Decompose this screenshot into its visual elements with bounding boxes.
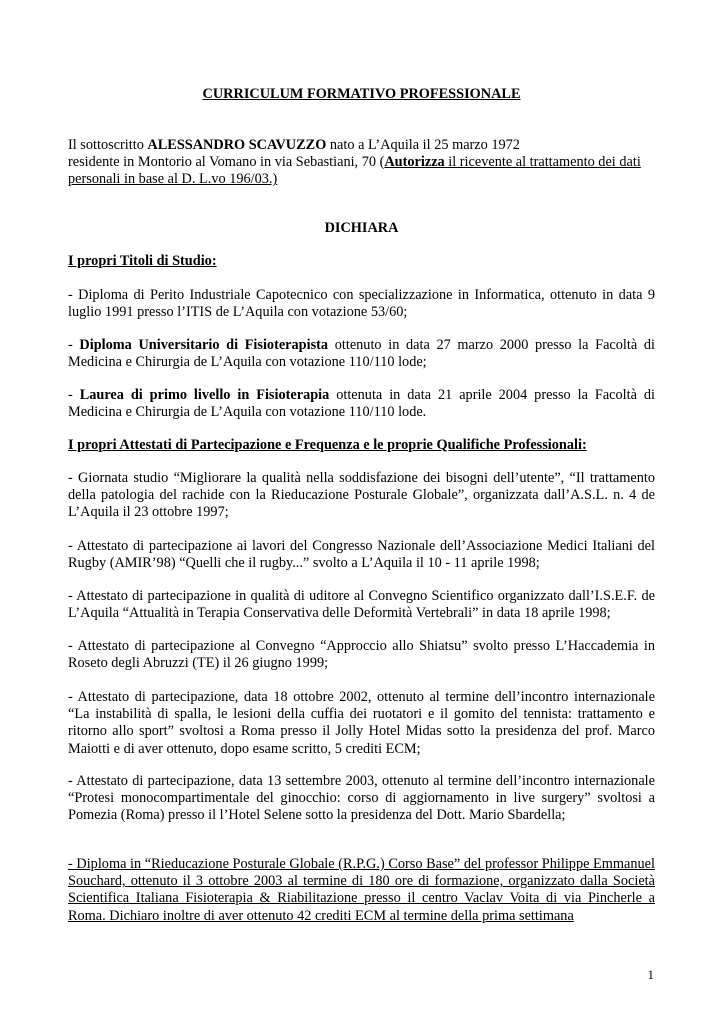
page-number: 1 (647, 967, 654, 982)
study-item-prefix: - (68, 387, 80, 403)
study-item-prefix: - (68, 337, 80, 353)
study-item (68, 387, 655, 421)
certificate-item: - Giornata studio “Migliorare la qualità nella soddisfazione dei bisogni dell’utente”, “Il trattamento della patologia del rachide con la Rieducazione Posturale Globale”, organizzata dall’A.S.L. n. 4 de L’Aquila il 23 ottobre 1997; (68, 470, 655, 521)
section-certificates-heading-text: I propri Attestati di Partecipazione e Frequenza e le proprie Qualifiche Professionali (68, 437, 582, 453)
certificate-item: - Diploma in “Rieducazione Posturale Globale (R.P.G.) Corso Base” del professor Philippe Emmanuel Souchard, ottenuto il 3 ottobre 2003 al termine di 180 ore di formazione, organizzato dalla Società Scientifica Italiana Fisioterapia & Riabilitazione presso il centro Vaclav Voita di via Pincherle a Roma. Dichiaro inoltre di aver ottenuto 42 crediti ECM al termine della prima settimana (68, 856, 655, 924)
section-studies-colon: : (211, 253, 217, 269)
authorize-text: il ricevente al trattamento dei dati personali in base al D. L.vo 196/03.) (68, 154, 641, 188)
study-item (68, 337, 655, 371)
intro-residence: residente in Montorio al Vomano in via Sebastiani, 70 ( (68, 154, 385, 171)
certificate-item: - Attestato di partecipazione, data 13 settembre 2003, ottenuto al termine dell’incontro internazionale “Protesi monocompartimentale del ginocchio: corso di aggiornamento in live surgery” svoltosi a Pomezia (Roma) presso il l’Hotel Selene sotto la presidenza del Dott. Mario Sbardella; (68, 773, 655, 824)
study-item-title: Laurea di primo livello in Fisioterapia (79, 387, 330, 403)
certificate-item: - Attestato di partecipazione, data 18 ottobre 2002, ottenuto al termine dell’incontro internazionale “La instabilità di spalla, le lesioni della cuffia dei ruotatori e il gomito del tennista: trattamento e ritorno allo sport” svoltosi a Roma presso il Jolly Hotel Midas sotto la presidenza del prof. Marco Maiotti e di aver ottenuto, dopo esame scritto, 5 crediti ECM; (68, 689, 655, 757)
certificate-item: - Attestato di partecipazione in qualità di uditore al Convegno Scientifico organizzato dall’I.S.E.F. de L’Aquila “Attualità in Terapia Conservativa delle Deformità Vertebrali” in data 18 aprile 1998; (68, 588, 655, 622)
study-item: - Diploma di Perito Industriale Capotecnico con specializzazione in Informatica, ottenuto in data 9 luglio 1991 presso l’ITIS de L’Aquila con votazione 53/60; (68, 287, 655, 321)
section-studies-heading (68, 253, 655, 270)
intro-prefix: Il sottoscritto (68, 137, 148, 153)
page-title: CURRICULUM FORMATIVO PROFESSIONALE (202, 86, 521, 102)
section-certificates-colon: : (581, 437, 587, 453)
section-certificates-heading (68, 437, 655, 454)
person-name: ALESSANDRO SCAVUZZO (147, 137, 327, 153)
study-item-text: ottenuto in data 27 marzo 2000 presso la Facoltà di Medicina e Chirurgia de L’Aquila con votazione 110/110 lode; (68, 337, 655, 371)
intro-birth: nato a L’Aquila il 25 marzo 1972 (326, 137, 520, 153)
intro-paragraph (68, 137, 655, 189)
declares-heading: DICHIARA (324, 220, 399, 236)
section-studies-heading-text: I propri Titoli di Studio (68, 253, 212, 269)
certificate-item: - Attestato di partecipazione ai lavori del Congresso Nazionale dell’Associazione Medici Italiani del Rugby (AMIR’98) “Quelli che il rugby...” svolto a L’Aquila il 10 - 11 aprile 1998; (68, 538, 655, 572)
study-item-title: Diploma Universitario di Fisioterapista (79, 337, 329, 353)
study-item-text: ottenuta in data 21 aprile 2004 presso la Facoltà di Medicina e Chirurgia de L’Aquila con votazione 110/110 lode. (68, 387, 655, 421)
authorize-label: Autorizza (384, 154, 445, 171)
certificate-item: - Attestato di partecipazione al Convegno “Approccio allo Shiatsu” svolto presso L’Haccademia in Roseto degli Abruzzi (TE) il 26 giugno 1999; (68, 638, 655, 672)
